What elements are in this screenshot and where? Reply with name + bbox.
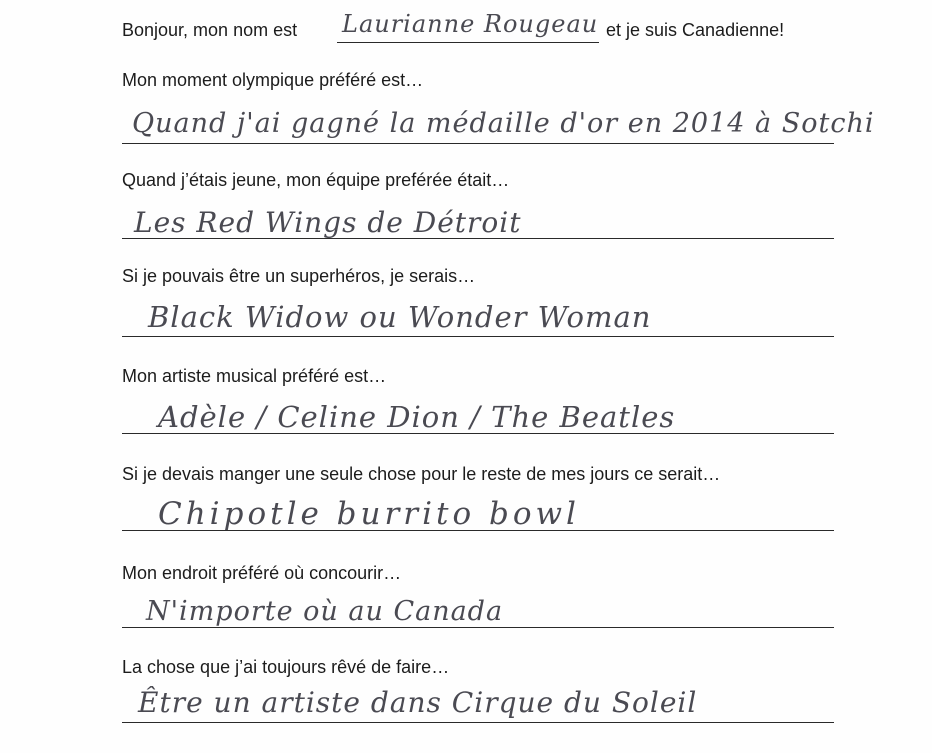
answer-line-favorite-artist (122, 433, 834, 434)
question-prompt-one-food: Si je devais manger une seule chose pour le reste de mes jours ce serait… (122, 464, 721, 484)
question-prompt-superhero: Si je pouvais être un superhéros, je serais… (122, 266, 476, 286)
handwritten-answer-favorite-venue: N'importe où au Canada (146, 596, 504, 627)
handwritten-name: Laurianne Rougeau (342, 10, 599, 38)
handwritten-answer-favorite-artist: Adèle / Celine Dion / The Beatles (158, 400, 676, 434)
answer-line-favorite-team (122, 238, 834, 239)
question-prompt-olympic-moment: Mon moment olympique préféré est… (122, 70, 424, 90)
answer-line-dream (122, 722, 834, 723)
answer-line-favorite-venue (122, 627, 834, 628)
question-prompt-favorite-team: Quand j’étais jeune, mon équipe preférée était… (122, 170, 510, 190)
question-prompt-favorite-artist: Mon artiste musical préféré est… (122, 366, 387, 386)
intro-after-name: et je suis Canadienne! (606, 20, 785, 40)
question-prompt-dream: La chose que j’ai toujours rêvé de faire… (122, 657, 450, 677)
question-prompt-favorite-venue: Mon endroit préféré où concourir… (122, 563, 402, 583)
handwritten-answer-favorite-team: Les Red Wings de Détroit (134, 206, 522, 239)
answer-line-olympic-moment (122, 143, 834, 144)
handwritten-answer-one-food: Chipotle burrito bowl (158, 496, 580, 532)
handwritten-answer-superhero: Black Widow ou Wonder Woman (148, 300, 652, 334)
handwritten-answer-olympic-moment: Quand j'ai gagné la médaille d'or en 2014 à Sotchi (132, 108, 875, 139)
intro-before-name: Bonjour, mon nom est (122, 20, 298, 40)
answer-line-one-food (122, 530, 834, 531)
handwritten-answer-dream: Être un artiste dans Cirque du Soleil (138, 686, 698, 719)
name-underline (337, 42, 599, 43)
answer-line-superhero (122, 336, 834, 337)
